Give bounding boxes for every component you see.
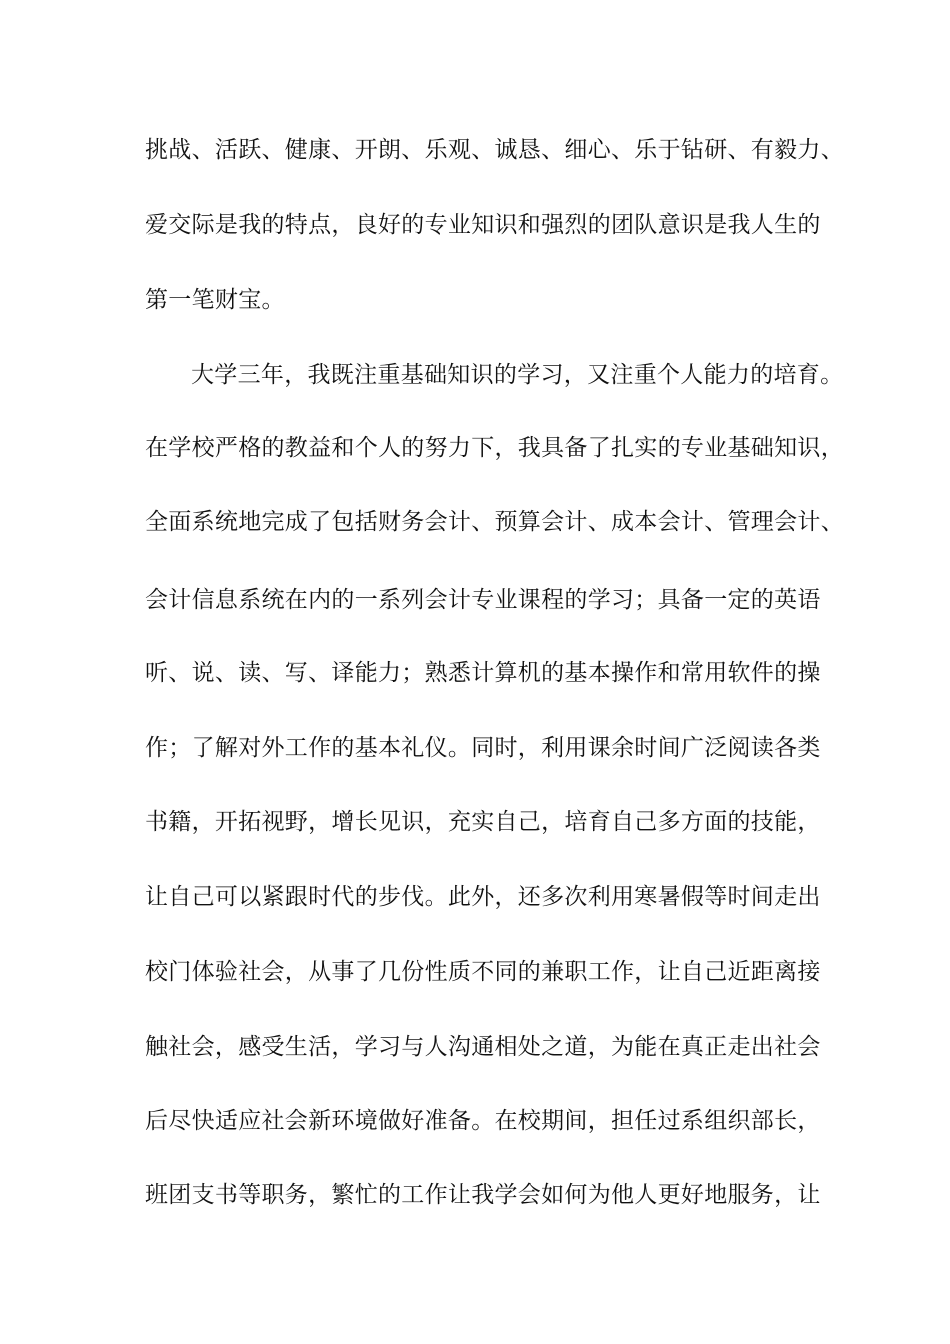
text-line: 班团支书等职务，繁忙的工作让我学会如何为他人更好地服务，让: [145, 1182, 821, 1208]
paragraph-first-line: 大学三年，我既注重基础知识的学习，又注重个人能力的培育。: [191, 362, 844, 388]
text-line: 后尽快适应社会新环境做好准备。在校期间，担任过系组织部长，: [145, 1108, 821, 1134]
text-line: 触社会，感受生活，学习与人沟通相处之道，为能在真正走出社会: [145, 1034, 821, 1060]
text-line: 第一笔财宝。: [145, 287, 285, 313]
text-line: 全面系统地完成了包括财务会计、预算会计、成本会计、管理会计、: [145, 509, 844, 535]
text-line: 校门体验社会，从事了几份性质不同的兼职工作，让自己近距离接: [145, 959, 821, 985]
text-line: 在学校严格的教益和个人的努力下，我具备了扎实的专业基础知识，: [145, 435, 844, 461]
text-line: 书籍，开拓视野，增长见识，充实自己，培育自己多方面的技能，: [145, 809, 821, 835]
text-line: 听、说、读、写、译能力；熟悉计算机的基本操作和常用软件的操: [145, 660, 821, 686]
text-line: 作；了解对外工作的基本礼仪。同时，利用课余时间广泛阅读各类: [145, 735, 821, 761]
text-line: 会计信息系统在内的一系列会计专业课程的学习；具备一定的英语: [145, 587, 821, 613]
text-line: 挑战、活跃、健康、开朗、乐观、诚恳、细心、乐于钻研、有毅力、: [145, 137, 844, 163]
text-line: 让自己可以紧跟时代的步伐。此外，还多次利用寒暑假等时间走出: [145, 884, 821, 910]
text-line: 爱交际是我的特点，良好的专业知识和强烈的团队意识是我人生的: [145, 212, 821, 238]
